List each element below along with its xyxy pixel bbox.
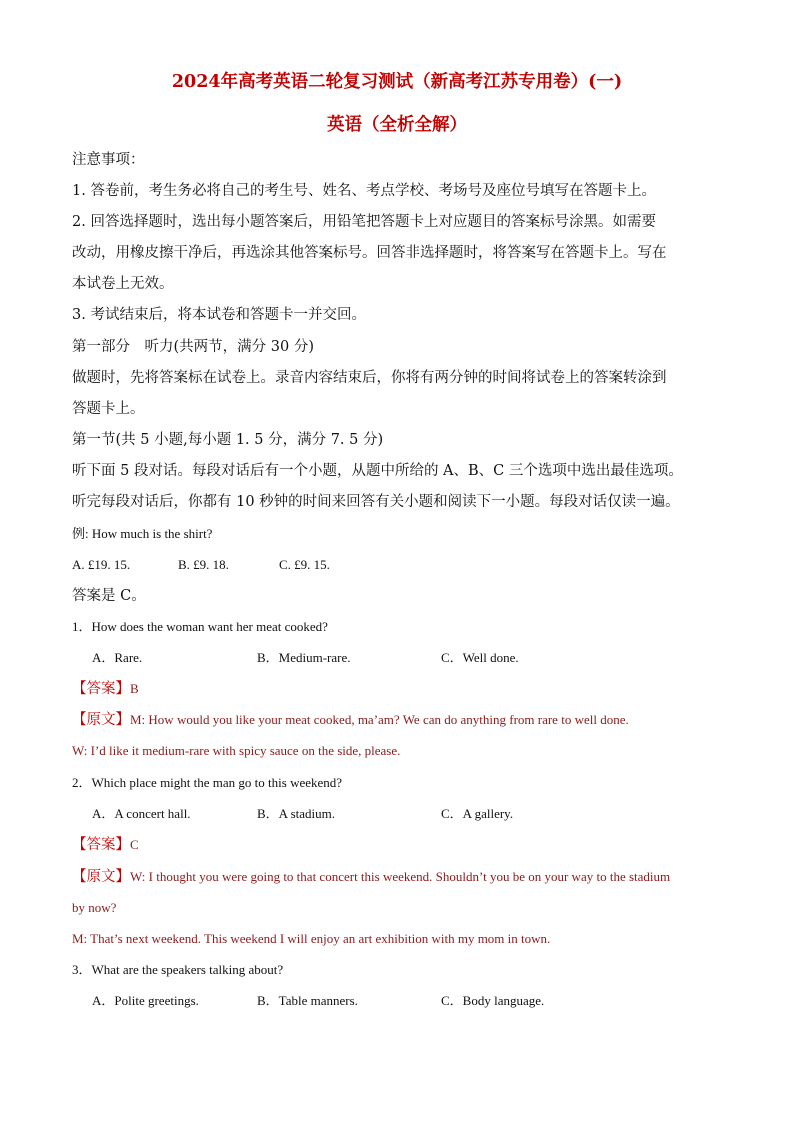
document-title: 2024年高考英语二轮复习测试（新高考江苏专用卷）(一) <box>171 72 623 92</box>
q3-option-c: C．Body language. <box>441 993 545 1008</box>
q3-option-a: A．Polite greetings. <box>92 993 199 1008</box>
q1-answer-line <box>72 679 139 699</box>
note-2-line-2: 改动，用橡皮擦干净后，再选涂其他答案标号。回答非选择题时，将答案写在答题卡上。写在 <box>72 245 667 261</box>
q1-transcript-line-1 <box>72 710 629 730</box>
note-3: 3. 考试结束后，将本试卷和答题卡一并交回。 <box>72 307 366 323</box>
q1-option-c: C．Well done. <box>441 650 519 665</box>
q1-answer: B <box>130 681 139 696</box>
q2-transcript-1: W: I thought you were going to that concert this weekend. Shouldn’t you be on your way to the stadium <box>130 869 671 884</box>
q2-transcript-2: M: That’s next weekend. This weekend I will enjoy an art exhibition with my mom in town. <box>72 931 551 946</box>
question-1: 1．How does the woman want her meat cooked? <box>72 619 328 634</box>
q3-option-b: B．Table manners. <box>257 993 358 1008</box>
q2-answer: C <box>130 837 139 852</box>
transcript-tag: 【原文】 <box>72 869 130 885</box>
q1-transcript-2: W: I’d like it medium-rare with spicy sauce on the side, please. <box>72 743 401 758</box>
example-answer: 答案是 C。 <box>72 588 146 604</box>
q1-transcript-1: M: How would you like your meat cooked, ma’am? We can do anything from rare to well done. <box>130 712 629 727</box>
part1-intro-line-1: 做题时，先将答案标在试卷上。录音内容结束后，你将有两分钟的时间将试卷上的答案转涂到 <box>72 370 667 386</box>
q2-option-b: B．A stadium. <box>257 806 336 821</box>
document-subtitle: 英语（全析全解） <box>327 115 467 135</box>
example-option-b: B. £9. 18. <box>178 557 229 572</box>
q2-transcript-1-cont: by now? <box>72 900 117 915</box>
q1-option-a: A．Rare. <box>92 650 143 665</box>
q2-option-a: A．A concert hall. <box>92 806 191 821</box>
question-2: 2．Which place might the man go to this weekend? <box>72 775 343 790</box>
note-2-line-3: 本试卷上无效。 <box>72 276 174 292</box>
answer-tag: 【答案】 <box>72 681 130 697</box>
q2-option-c: C．A gallery. <box>441 806 514 821</box>
q1-option-b: B．Medium-rare. <box>257 650 351 665</box>
question-3: 3．What are the speakers talking about? <box>72 962 284 977</box>
section1-instruction-line-1: 听下面 5 段对话。每段对话后有一个小题，从题中所给的 A、B、C 三个选项中选出最佳选项。 <box>72 463 683 479</box>
section1-heading: 第一节(共 5 小题,每小题 1. 5 分，满分 7. 5 分) <box>72 432 384 448</box>
part1-heading: 第一部分 听力(共两节，满分 30 分) <box>72 339 314 355</box>
note-2-line-1: 2. 回答选择题时，选出每小题答案后，用铅笔把答题卡上对应题目的答案标号涂黑。如需要 <box>72 214 656 230</box>
example-option-c: C. £9. 15. <box>279 557 330 572</box>
q2-transcript-line-1 <box>72 867 670 887</box>
example-option-a: A. £19. 15. <box>72 557 131 572</box>
q2-answer-line <box>72 835 139 855</box>
part1-intro-line-2: 答题卡上。 <box>72 401 145 417</box>
section1-instruction-line-2: 听完每段对话后，你都有 10 秒钟的时间来回答有关小题和阅读下一小题。每段对话仅读一遍。 <box>72 494 680 510</box>
answer-tag: 【答案】 <box>72 837 130 853</box>
note-1: 1. 答卷前，考生务必将自己的考生号、姓名、考点学校、考场号及座位号填写在答题卡上。 <box>72 183 656 199</box>
example-question: 例: How much is the shirt? <box>72 526 213 541</box>
transcript-tag: 【原文】 <box>72 712 130 728</box>
notes-heading: 注意事项： <box>72 152 145 168</box>
